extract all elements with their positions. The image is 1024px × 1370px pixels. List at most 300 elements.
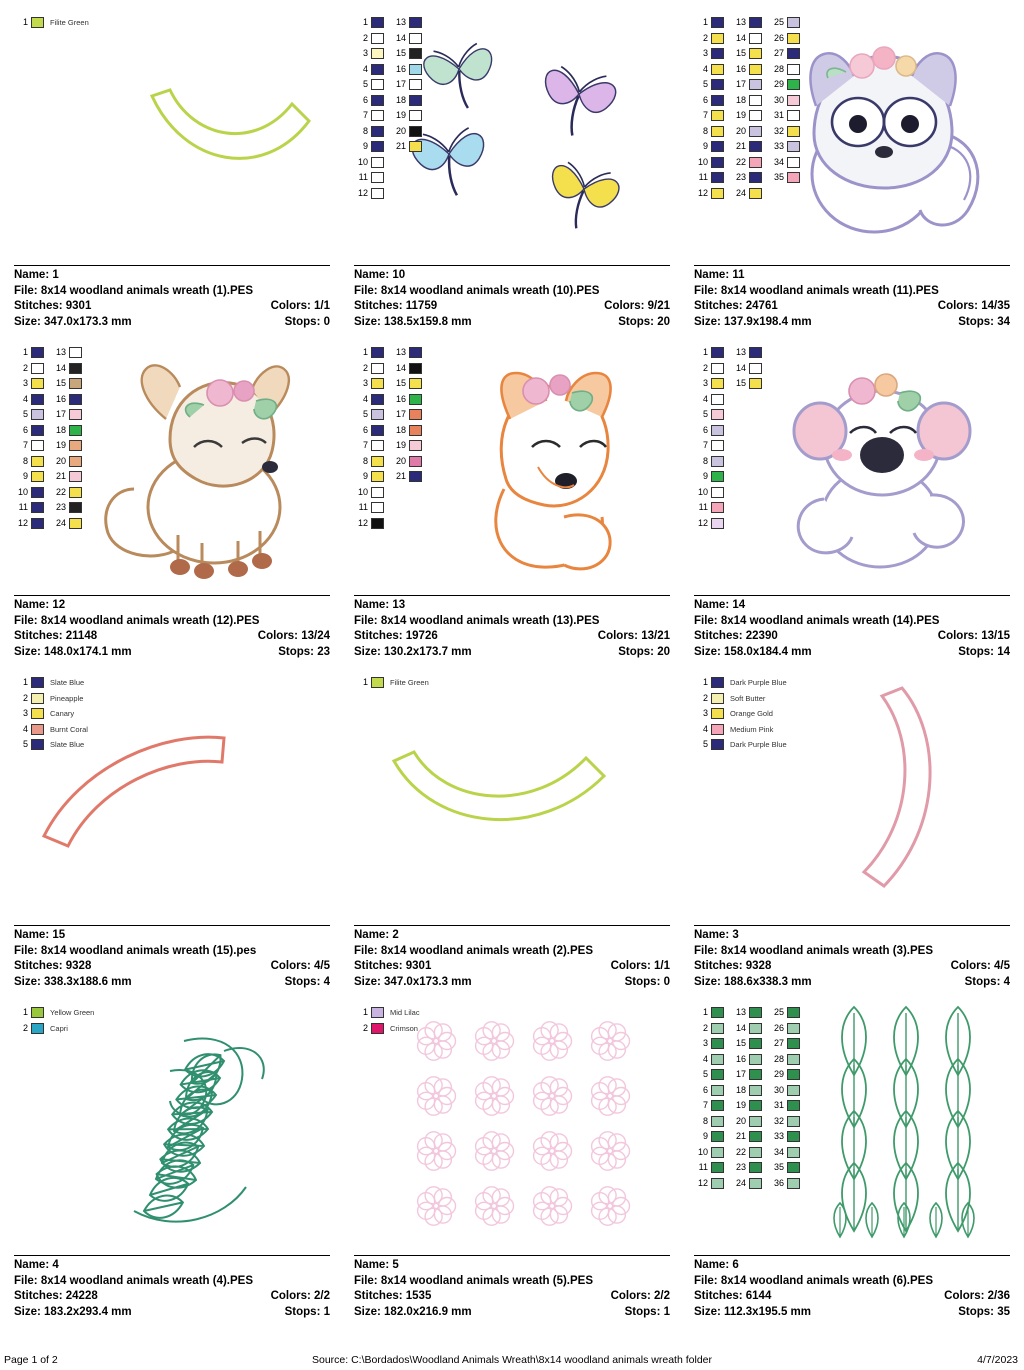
color-index: 7 [702, 110, 708, 120]
color-index: 11 [18, 502, 28, 512]
info-divider [694, 265, 1010, 266]
design-info [14, 925, 330, 990]
color-index: 5 [22, 409, 28, 419]
color-row [356, 455, 384, 468]
color-swatch [409, 64, 422, 75]
color-swatch [711, 1116, 724, 1127]
color-row [54, 439, 82, 452]
design-art-area [10, 336, 334, 586]
color-row [356, 501, 384, 514]
color-row [394, 470, 422, 483]
design-info [694, 595, 1010, 660]
color-row [356, 408, 384, 421]
color-index: 22 [735, 156, 746, 167]
color-swatch [409, 440, 422, 451]
color-index: 22 [735, 1146, 746, 1157]
color-swatch [711, 172, 724, 183]
color-swatch [31, 471, 44, 482]
color-row [356, 109, 384, 122]
design-size: Size: 112.3x195.5 mm [694, 1305, 811, 1318]
color-swatch [711, 33, 724, 44]
color-column [394, 346, 422, 530]
color-swatch [787, 110, 800, 121]
design-info [694, 1255, 1010, 1320]
color-swatch [31, 425, 44, 436]
color-column [734, 16, 762, 200]
page-footer [0, 1348, 1024, 1366]
color-index: 10 [697, 156, 708, 167]
color-index: 9 [362, 471, 368, 481]
color-index: 2 [22, 362, 28, 373]
color-row [394, 94, 422, 107]
design-name: Name: 6 [694, 1259, 739, 1271]
color-row [734, 156, 762, 169]
color-index: 8 [362, 125, 368, 136]
color-index: 17 [395, 79, 406, 89]
design-stops: Stops: 23 [278, 645, 330, 658]
color-index: 5 [702, 739, 708, 749]
design-info [354, 1255, 670, 1320]
color-swatch [711, 693, 724, 704]
design-stops: Stops: 35 [958, 1305, 1010, 1318]
design-stops: Stops: 20 [618, 645, 670, 658]
color-index: 13 [735, 1007, 746, 1017]
design-stitches: Stitches: 11759 [354, 300, 438, 312]
color-row [696, 16, 724, 29]
color-swatch [371, 518, 384, 529]
color-index: 13 [55, 347, 66, 357]
color-row [696, 78, 724, 91]
color-column [696, 1006, 724, 1190]
color-row [772, 78, 800, 91]
color-row [356, 1006, 420, 1019]
design-stitches: Stitches: 22390 [694, 630, 778, 642]
color-row [734, 377, 762, 390]
color-swatch [787, 1069, 800, 1080]
color-swatch [787, 1178, 800, 1189]
color-swatch [749, 17, 762, 28]
color-row [734, 1084, 762, 1097]
color-row [394, 16, 422, 29]
color-index: 10 [357, 486, 368, 497]
design-stitches: Stitches: 9301 [14, 300, 92, 312]
color-list [356, 1006, 420, 1035]
color-index: 6 [702, 94, 708, 105]
color-row [356, 47, 384, 60]
color-column [772, 16, 800, 200]
color-row [696, 1084, 724, 1097]
design-card [10, 666, 334, 996]
color-swatch [787, 1162, 800, 1173]
design-stitches: Stitches: 6144 [694, 1290, 772, 1302]
color-row [696, 676, 787, 689]
color-name: Slate Blue [50, 678, 85, 687]
color-index: 20 [395, 455, 406, 466]
design-file: File: 8x14 woodland animals wreath (12).PES [14, 614, 260, 627]
color-swatch [31, 677, 44, 688]
color-name: Medium Pink [730, 724, 774, 734]
design-art-area [10, 6, 334, 256]
color-index: 6 [22, 424, 28, 435]
color-swatch [31, 487, 44, 498]
color-row [772, 94, 800, 107]
color-list [16, 346, 82, 530]
color-index: 18 [55, 424, 66, 435]
color-swatch [711, 79, 724, 90]
color-row [16, 707, 88, 720]
design-art-area [350, 996, 674, 1246]
color-swatch [69, 440, 82, 451]
design-size: Size: 130.2x173.7 mm [354, 645, 472, 658]
color-row [696, 156, 724, 169]
color-row [356, 140, 384, 153]
color-swatch [371, 456, 384, 467]
color-column [356, 346, 384, 530]
color-swatch [787, 126, 800, 137]
color-row [356, 16, 384, 29]
color-swatch [371, 1023, 384, 1034]
color-index: 24 [55, 517, 66, 528]
design-card [10, 6, 334, 336]
color-row [16, 1022, 94, 1035]
color-swatch [409, 126, 422, 137]
color-row [54, 424, 82, 437]
color-swatch [711, 677, 724, 688]
color-name: Filite Green [50, 18, 89, 27]
color-index: 22 [55, 486, 66, 497]
color-index: 12 [357, 187, 368, 198]
color-swatch [31, 693, 44, 704]
color-row [394, 408, 422, 421]
color-swatch [371, 425, 384, 436]
color-row [16, 408, 44, 421]
color-name: Filite Green [390, 678, 429, 687]
color-index: 4 [22, 723, 28, 734]
color-name: Yellow Green [50, 1008, 95, 1017]
design-colors: Colors: 1/1 [270, 300, 330, 312]
color-list [696, 16, 800, 200]
design-file: File: 8x14 woodland animals wreath (2).PES [354, 944, 594, 957]
color-list [356, 676, 429, 689]
design-card [690, 336, 1014, 666]
design-info [694, 265, 1010, 330]
color-row [696, 470, 724, 483]
color-swatch [31, 724, 44, 735]
color-row [394, 393, 422, 406]
footer-date: 4/7/2023 [977, 1354, 1018, 1366]
color-index: 13 [735, 347, 746, 357]
color-swatch [711, 1100, 724, 1111]
color-swatch [749, 33, 762, 44]
color-swatch [31, 456, 44, 467]
color-swatch [711, 1038, 724, 1049]
color-index: 23 [735, 1162, 746, 1172]
color-index: 1 [362, 17, 368, 27]
color-name: Slate Blue [50, 740, 85, 749]
design-card [10, 996, 334, 1326]
color-index: 16 [395, 393, 406, 404]
design-colors: Colors: 2/2 [610, 1290, 670, 1302]
color-row [356, 125, 384, 138]
color-row [772, 156, 800, 169]
color-swatch [749, 157, 762, 168]
color-row [356, 187, 384, 200]
color-swatch [31, 394, 44, 405]
color-index: 11 [698, 1162, 708, 1172]
color-row [696, 109, 724, 122]
design-card [690, 996, 1014, 1326]
color-swatch [371, 471, 384, 482]
color-index: 5 [702, 79, 708, 89]
color-swatch [371, 79, 384, 90]
color-swatch [787, 1007, 800, 1018]
color-swatch [711, 141, 724, 152]
design-art-area [350, 336, 674, 586]
color-index: 15 [395, 48, 406, 58]
color-index: 27 [773, 1038, 784, 1048]
color-row [16, 424, 44, 437]
color-index: 15 [735, 48, 746, 58]
color-swatch [371, 188, 384, 199]
color-row [54, 362, 82, 375]
design-size: Size: 188.6x338.3 mm [694, 975, 812, 988]
color-swatch [749, 1007, 762, 1018]
color-row [696, 140, 724, 153]
design-name: Name: 14 [694, 599, 746, 611]
color-index: 8 [362, 455, 368, 466]
color-row [54, 517, 82, 530]
color-index: 8 [22, 455, 28, 466]
design-name: Name: 12 [14, 599, 66, 611]
color-row [696, 125, 724, 138]
color-swatch [371, 172, 384, 183]
design-card [350, 6, 674, 336]
color-index: 7 [22, 440, 28, 450]
color-row [772, 1053, 800, 1066]
color-index: 3 [362, 378, 368, 388]
color-row [16, 517, 44, 530]
color-row [394, 47, 422, 60]
color-row [356, 94, 384, 107]
color-swatch [371, 141, 384, 152]
color-list [696, 346, 762, 530]
color-index: 21 [735, 141, 746, 151]
design-stitches: Stitches: 9328 [14, 960, 92, 972]
design-card [10, 336, 334, 666]
color-row [696, 455, 724, 468]
color-swatch [787, 1116, 800, 1127]
color-swatch [69, 409, 82, 420]
color-swatch [31, 440, 44, 451]
design-size: Size: 347.0x173.3 mm [354, 975, 472, 988]
color-index: 23 [735, 172, 746, 182]
info-divider [354, 925, 670, 926]
color-swatch [371, 110, 384, 121]
color-swatch [711, 724, 724, 735]
color-index: 14 [735, 362, 746, 373]
color-index: 1 [362, 347, 368, 357]
design-name: Name: 13 [354, 599, 406, 611]
color-swatch [409, 409, 422, 420]
color-index: 19 [395, 440, 406, 450]
color-row [772, 32, 800, 45]
design-size: Size: 138.5x159.8 mm [354, 315, 472, 328]
color-row [772, 1068, 800, 1081]
color-column [54, 346, 82, 530]
info-divider [354, 595, 670, 596]
color-swatch [711, 502, 724, 513]
color-swatch [31, 518, 44, 529]
design-file: File: 8x14 woodland animals wreath (4).PES [14, 1274, 254, 1287]
color-row [54, 408, 82, 421]
color-index: 10 [17, 486, 28, 497]
color-swatch [31, 17, 44, 28]
color-swatch [787, 141, 800, 152]
design-name: Name: 15 [14, 929, 66, 941]
color-row [356, 63, 384, 76]
color-index: 14 [395, 362, 406, 373]
color-row [734, 78, 762, 91]
color-row [394, 140, 422, 153]
footer-source-path: Source: C:\Bordados\Woodland Animals Wreath\8x14 woodland animals wreath folder [312, 1354, 712, 1366]
color-swatch [711, 1085, 724, 1096]
color-swatch [749, 347, 762, 358]
color-row [696, 187, 724, 200]
info-divider [694, 1255, 1010, 1256]
design-name: Name: 4 [14, 1259, 59, 1271]
color-row [734, 1022, 762, 1035]
design-stitches: Stitches: 9301 [354, 960, 432, 972]
color-swatch [371, 33, 384, 44]
color-index: 6 [702, 1084, 708, 1095]
color-index: 12 [697, 517, 708, 528]
color-index: 1 [22, 1007, 28, 1017]
color-row [734, 1053, 762, 1066]
color-swatch [31, 502, 44, 513]
color-row [394, 439, 422, 452]
color-index: 8 [702, 1115, 708, 1126]
design-file: File: 8x14 woodland animals wreath (15).pes [14, 944, 257, 957]
color-list [16, 16, 89, 29]
color-row [734, 47, 762, 60]
color-row [696, 692, 787, 705]
color-row [734, 125, 762, 138]
color-name: Capri [50, 1023, 68, 1033]
color-swatch [711, 456, 724, 467]
color-row [16, 738, 88, 751]
design-size: Size: 347.0x173.3 mm [14, 315, 132, 328]
color-index: 30 [773, 94, 784, 105]
color-swatch [371, 487, 384, 498]
design-art-area [690, 996, 1014, 1246]
color-swatch [711, 17, 724, 28]
color-list [356, 16, 422, 200]
color-swatch [749, 1023, 762, 1034]
info-divider [14, 595, 330, 596]
design-colors: Colors: 13/15 [937, 630, 1010, 642]
color-name: Soft Butter [730, 693, 766, 703]
color-index: 18 [735, 1084, 746, 1095]
design-file: File: 8x14 woodland animals wreath (3).PES [694, 944, 934, 957]
color-index: 21 [55, 471, 66, 481]
color-index: 23 [55, 502, 66, 512]
color-row [696, 47, 724, 60]
color-row [356, 439, 384, 452]
color-swatch [787, 172, 800, 183]
color-index: 18 [735, 94, 746, 105]
color-swatch [787, 95, 800, 106]
color-swatch [409, 347, 422, 358]
color-index: 13 [395, 17, 406, 27]
color-index: 24 [735, 1177, 746, 1188]
color-index: 15 [735, 378, 746, 388]
color-row [54, 455, 82, 468]
color-swatch [749, 1116, 762, 1127]
color-swatch [711, 64, 724, 75]
design-card [350, 666, 674, 996]
color-row [16, 692, 88, 705]
color-swatch [69, 518, 82, 529]
color-index: 4 [362, 393, 368, 404]
color-index: 1 [22, 677, 28, 687]
color-row [696, 723, 787, 736]
color-swatch [787, 33, 800, 44]
design-name: Name: 10 [354, 269, 406, 281]
color-index: 1 [702, 347, 708, 357]
color-column [16, 676, 88, 751]
color-index: 4 [702, 393, 708, 404]
color-swatch [749, 95, 762, 106]
color-swatch [409, 79, 422, 90]
design-colors: Colors: 9/21 [604, 300, 670, 312]
color-column [696, 346, 724, 530]
color-swatch [711, 95, 724, 106]
design-stitches: Stitches: 24761 [694, 300, 778, 312]
color-row [772, 125, 800, 138]
color-row [696, 1068, 724, 1081]
color-row [696, 1161, 724, 1174]
color-swatch [749, 1100, 762, 1111]
design-art-area [350, 6, 674, 256]
design-art-area [690, 666, 1014, 916]
color-row [356, 470, 384, 483]
color-swatch [31, 708, 44, 719]
color-swatch [711, 126, 724, 137]
color-index: 1 [22, 347, 28, 357]
color-row [696, 1115, 724, 1128]
color-swatch [409, 363, 422, 374]
color-index: 31 [773, 110, 784, 120]
color-row [696, 171, 724, 184]
design-size: Size: 182.0x216.9 mm [354, 1305, 472, 1318]
color-swatch [371, 157, 384, 168]
color-index: 21 [395, 141, 406, 151]
design-stops: Stops: 34 [958, 315, 1010, 328]
color-swatch [787, 17, 800, 28]
color-swatch [371, 378, 384, 389]
color-swatch [371, 409, 384, 420]
design-stops: Stops: 4 [964, 975, 1010, 988]
color-row [16, 362, 44, 375]
color-swatch [371, 363, 384, 374]
color-row [356, 362, 384, 375]
design-colors: Colors: 13/24 [257, 630, 330, 642]
color-index: 8 [702, 125, 708, 136]
color-index: 15 [395, 378, 406, 388]
color-swatch [371, 347, 384, 358]
design-file: File: 8x14 woodland animals wreath (14).PES [694, 614, 940, 627]
color-swatch [749, 1069, 762, 1080]
